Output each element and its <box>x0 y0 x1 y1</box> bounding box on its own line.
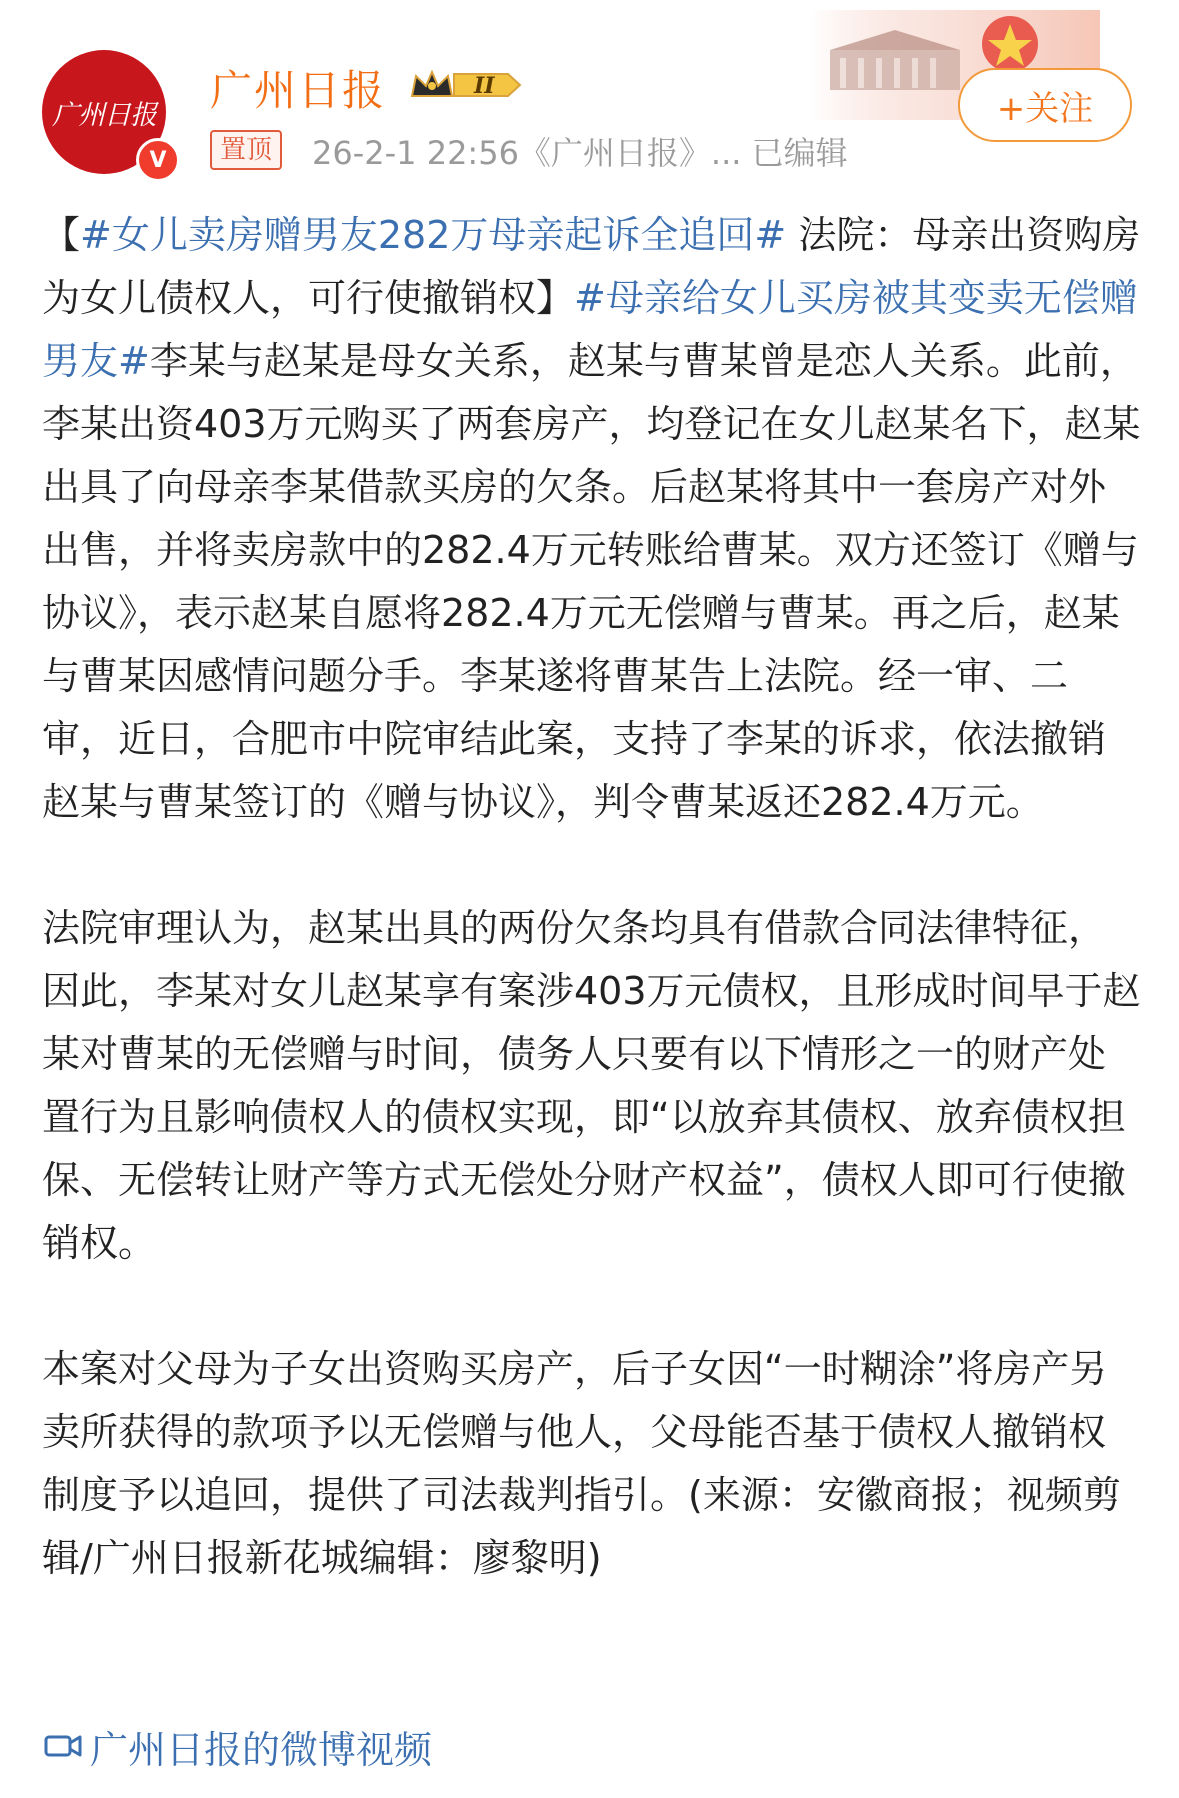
crown-icon <box>412 72 452 96</box>
verified-icon: V <box>136 138 180 182</box>
emblem-icon <box>982 16 1038 72</box>
vip-crown-badge <box>408 66 524 104</box>
headline-text: 法院：母亲出资购房为女儿债权人，可行使撤销权 <box>42 213 1141 320</box>
post-content <box>42 204 1142 1653</box>
post-meta: 26-2-1 22:56《广州日报》... 已编辑 <box>312 134 848 172</box>
paragraph-3: 本案对父母为子女出资购买房产，后子女因“一时糊涂”将房产另卖所获得的款项予以无偿赠与他人，父母能否基于债权人撤销权制度予以追回，提供了司法裁判指引。(来源：安徽商报；视频剪辑/广州日报新花城编辑：廖黎明) <box>42 1347 1121 1580</box>
avatar[interactable] <box>42 50 166 174</box>
account-name[interactable]: 广州日报 <box>210 66 387 115</box>
vip-level: II <box>474 73 495 99</box>
follow-button[interactable]: +关注 <box>958 68 1132 142</box>
video-link-label: 广州日报的微博视频 <box>90 1727 433 1772</box>
paragraph-1 <box>42 204 1142 834</box>
paragraph-2: 法院审理认为，赵某出具的两份欠条均具有借款合同法律特征，因此，李某对女儿赵某享有案涉403万元债权，且形成时间早于赵某对曹某的无偿赠与时间，债务人只要有以下情形之一的财产处置行为且影响债权人的债权实现，即“以放弃其债权、放弃债权担保、无偿转让财产等方式无偿处分财产权益”，债权人即可行使撤销权。 <box>42 906 1141 1265</box>
post-header <box>0 0 1179 180</box>
video-link[interactable] <box>44 1716 432 1776</box>
bracket-open: 【 <box>42 213 81 257</box>
avatar-logo-text: 广州日报 <box>52 99 156 131</box>
paragraph-1-body: 李某与赵某是母女关系，赵某与曹某曾是恋人关系。此前，李某出资403万元购买了两套房产，均登记在女儿赵某名下，赵某出具了向母亲李某借款买房的欠条。后赵某将其中一套房产对外出售，并将卖房款中的282.4万元转账给曹某。双方还签订《赠与协议》，表示赵某自愿将282.4万元无偿赠与曹某。再之后，赵某与曹某因感情问题分手。李某遂将曹某告上法院。经一审、二审，近日，合肥市中院审结此案，支持了李某的诉求，依法撤销赵某与曹某签订的《赠与协议》，判令曹某返还282.4万元。 <box>42 339 1141 824</box>
bracket-close: 】 <box>536 276 575 320</box>
video-icon <box>44 1731 84 1761</box>
hashtag-link-2[interactable]: #母亲给女儿买房被其变卖无偿赠男友# <box>42 276 1138 383</box>
hashtag-link[interactable]: #女儿卖房赠男友282万母亲起诉全追回# <box>80 213 787 257</box>
pinned-tag: 置顶 <box>210 130 282 170</box>
